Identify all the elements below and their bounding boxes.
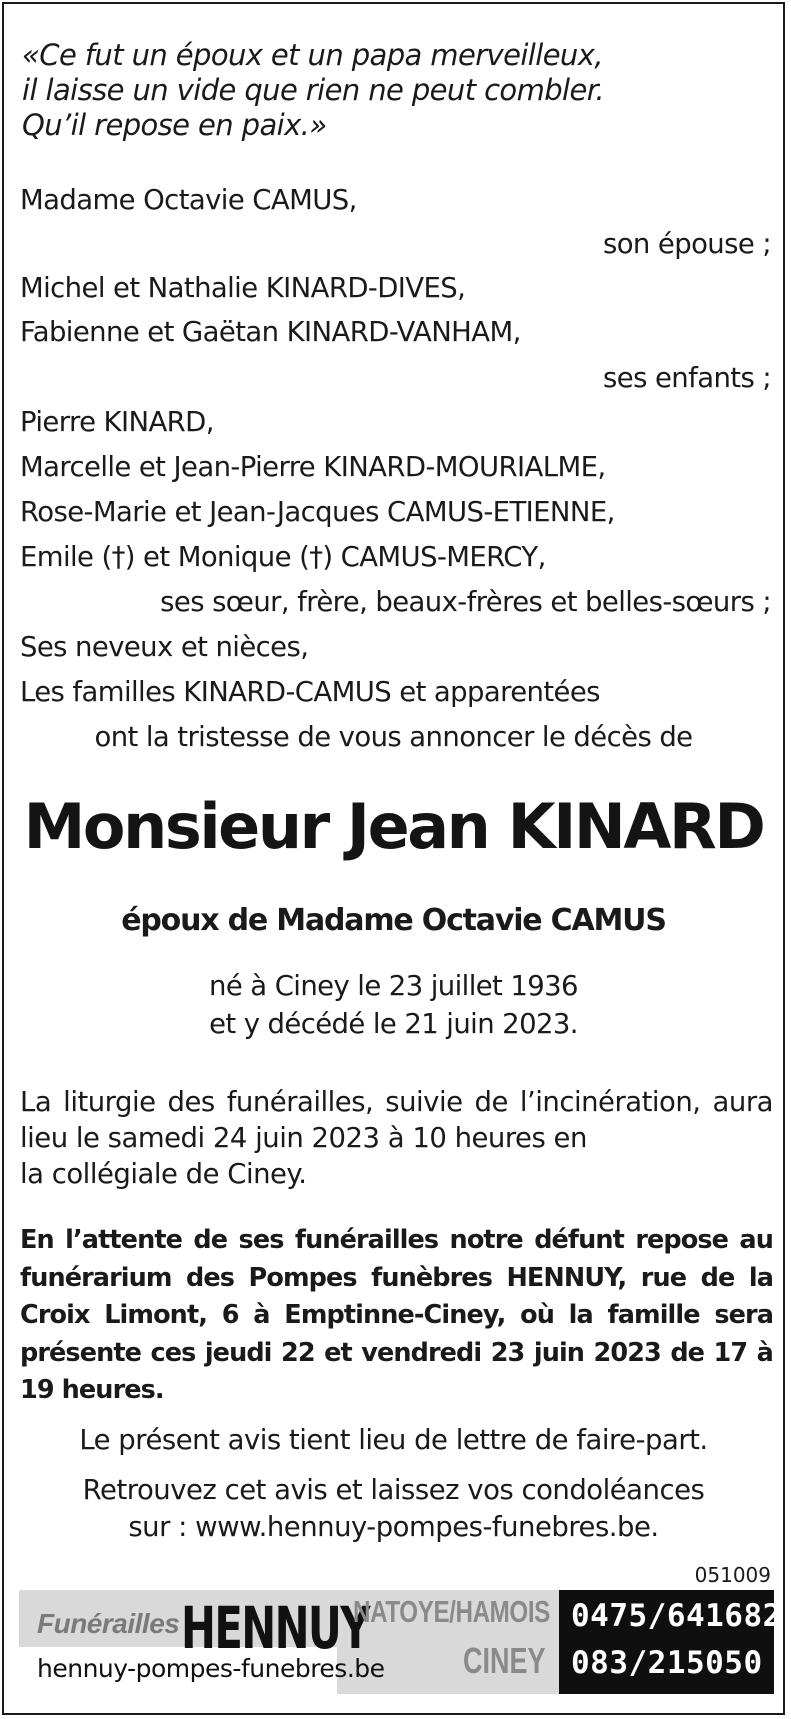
quote-line: «Ce fut un époux et un papa merveilleux, <box>22 38 603 72</box>
sibling-line: Marcelle et Jean-Pierre KINARD-MOURIALME, <box>20 451 606 483</box>
funerarium-line: En l’attente de ses funérailles notre défunt repose au <box>20 1225 773 1255</box>
banner-funerailles-label: Funérailles <box>37 1608 180 1639</box>
spouse-name: Madame Octavie CAMUS, <box>20 184 357 216</box>
condolences-url-line: sur : www.hennuy-pompes-funebres.be. <box>128 1511 659 1543</box>
sibling-line: Emile (†) et Monique (†) CAMUS-MERCY, <box>20 541 546 573</box>
banner-phone-mobile: 0475/641682 <box>571 1598 782 1634</box>
spouse-role: son épouse ; <box>602 228 771 260</box>
child-line: Michel et Nathalie KINARD-DIVES, <box>20 272 466 304</box>
funerarium-line: 19 heures. <box>20 1375 164 1405</box>
funerarium-line: Croix Limont, 6 à Emptinne-Ciney, où la famille sera <box>20 1300 773 1330</box>
siblings-role: ses sœur, frère, beaux-frères et belles-sœurs ; <box>160 586 771 618</box>
sibling-line: Pierre KINARD, <box>20 406 214 438</box>
faire-part-notice: Le présent avis tient lieu de lettre de faire-part. <box>79 1424 708 1456</box>
funerarium-paragraph <box>20 1222 773 1410</box>
banner-brand-logo: HENNUY <box>181 1594 369 1662</box>
child-line: Fabienne et Gaëtan KINARD-VANHAM, <box>20 316 521 348</box>
liturgy-paragraph <box>20 1084 773 1192</box>
quote-line: il laisse un vide que rien ne peut combler. <box>22 73 605 107</box>
banner-phone-landline: 083/215050 <box>571 1645 763 1681</box>
reference-number: 051009 <box>694 1563 771 1587</box>
banner-ciney: CINEY <box>463 1640 546 1681</box>
sibling-line: Rose-Marie et Jean-Jacques CAMUS-ETIENNE, <box>20 496 615 528</box>
funerarium-line: présente ces jeudi 22 et vendredi 23 juin 2023 de 17 à <box>20 1337 773 1368</box>
epitaph-quote <box>22 38 604 143</box>
funeral-home-banner <box>19 1590 782 1694</box>
quote-line: Qu’il repose en paix.» <box>22 108 327 142</box>
banner-locations: NATOYE/HAMOIS <box>353 1594 550 1629</box>
relatives-line: Ses neveux et nièces, <box>20 631 309 663</box>
banner-website: hennuy-pompes-funebres.be <box>37 1654 385 1683</box>
liturgy-location: la collégiale de Ciney. <box>20 1158 307 1190</box>
children-role: ses enfants ; <box>603 362 771 394</box>
funerarium-line: funérarium des Pompes funèbres HENNUY, rue de la <box>20 1262 773 1293</box>
birth-line: né à Ciney le 23 juillet 1936 <box>209 970 578 1002</box>
deceased-name: Monsieur Jean KINARD <box>23 790 764 863</box>
relatives-line: Les familles KINARD-CAMUS et apparentées <box>20 676 600 708</box>
deceased-spouse-line: époux de Madame Octavie CAMUS <box>121 903 666 938</box>
liturgy-text: La liturgie des funérailles, suivie de l’incinération, aura lieu le samedi 24 juin 2023 à 10 heures en <box>20 1086 773 1154</box>
condolences-line: Retrouvez cet avis et laissez vos condoléances <box>82 1474 705 1506</box>
death-line: et y décédé le 21 juin 2023. <box>209 1008 578 1040</box>
announcement-line: ont la tristesse de vous annoncer le décès de <box>94 721 693 753</box>
